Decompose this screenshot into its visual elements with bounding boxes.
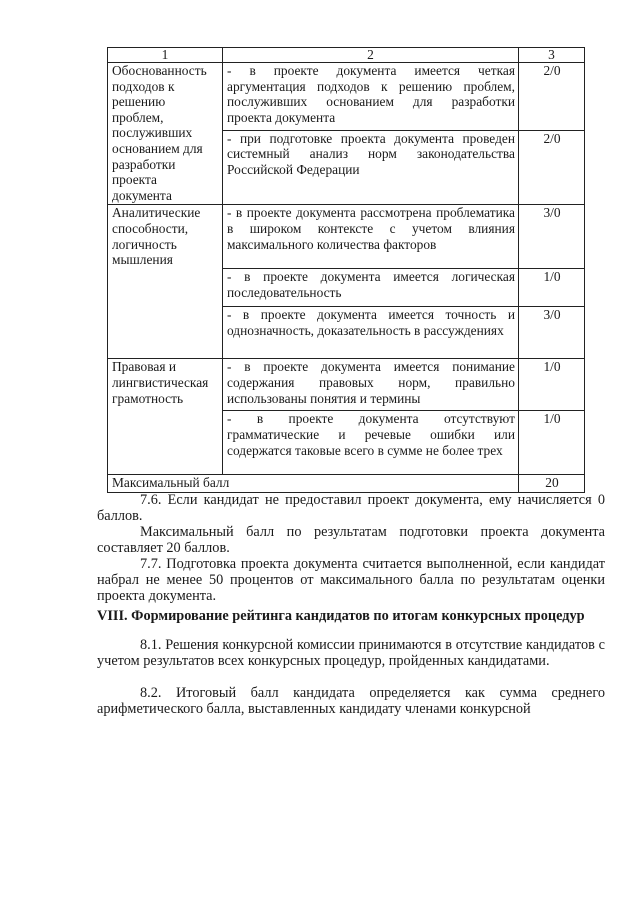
column-header: 3 (519, 48, 585, 63)
criterion-cell: Аналитические способности, логичность мышления (108, 205, 223, 359)
total-value: 20 (519, 475, 585, 493)
score-cell: 2/0 (519, 130, 585, 205)
criterion-cell: Правовая и лингвистическая грамотность (108, 359, 223, 475)
table-total-row (108, 475, 585, 493)
criterion-cell: Обоснованность подходов к решению проблем, послуживших основанием для разработки проекта документа (108, 63, 223, 205)
indicator-cell: - в проекте документа имеется четкая аргументация подходов к решению проблем, послуживших основанием для разработки проекта документа (223, 63, 519, 131)
table-header-row (108, 48, 585, 63)
section-heading: VIII. Формирование рейтинга кандидатов по итогам конкурсных процедур (97, 608, 585, 624)
column-header: 1 (108, 48, 223, 63)
table-row (108, 359, 585, 411)
score-cell: 2/0 (519, 63, 585, 131)
evaluation-table (107, 47, 585, 493)
indicator-cell: - в проекте документа имеется понимание содержания правовых норм, правильно использованы понятия и термины (223, 359, 519, 411)
paragraph-7-6: 7.6. Если кандидат не предоставил проект документа, ему начисляется 0 баллов. (97, 492, 605, 524)
score-cell: 3/0 (519, 205, 585, 269)
indicator-cell: - в проекте документа имеется точность и однозначность, доказательность в рассуждениях (223, 307, 519, 359)
table-row (108, 63, 585, 131)
paragraph-7-7: 7.7. Подготовка проекта документа считается выполненной, если кандидат набрал не менее 50 процентов от максимального балла по результатам оценки проекта документа. (97, 556, 605, 604)
total-label: Максимальный балл (108, 475, 519, 493)
paragraph-8-1: 8.1. Решения конкурсной комиссии принимаются в отсутствие кандидатов с учетом результатов всех конкурсных процедур, пройденных кандидатами. (97, 637, 605, 669)
indicator-cell: - в проекте документа имеется логическая последовательность (223, 269, 519, 307)
column-header: 2 (223, 48, 519, 63)
paragraph-8-2: 8.2. Итоговый балл кандидата определяется как сумма среднего арифметического балла, выставленных кандидату членами конкурсной (97, 685, 605, 717)
indicator-cell: - в проекте документа рассмотрена проблематика в широком контексте с учетом влияния максимального количества факторов (223, 205, 519, 269)
score-cell: 3/0 (519, 307, 585, 359)
table-row (108, 205, 585, 269)
indicator-cell: - в проекте документа отсутствуют грамматические и речевые ошибки или содержатся таковые всего в сумме не более трех (223, 411, 519, 475)
score-cell: 1/0 (519, 359, 585, 411)
score-cell: 1/0 (519, 269, 585, 307)
score-cell: 1/0 (519, 411, 585, 475)
indicator-cell: - при подготовке проекта документа проведен системный анализ норм законодательства Российской Федерации (223, 130, 519, 205)
paragraph-max-score: Максимальный балл по результатам подготовки проекта документа составляет 20 баллов. (97, 524, 605, 556)
